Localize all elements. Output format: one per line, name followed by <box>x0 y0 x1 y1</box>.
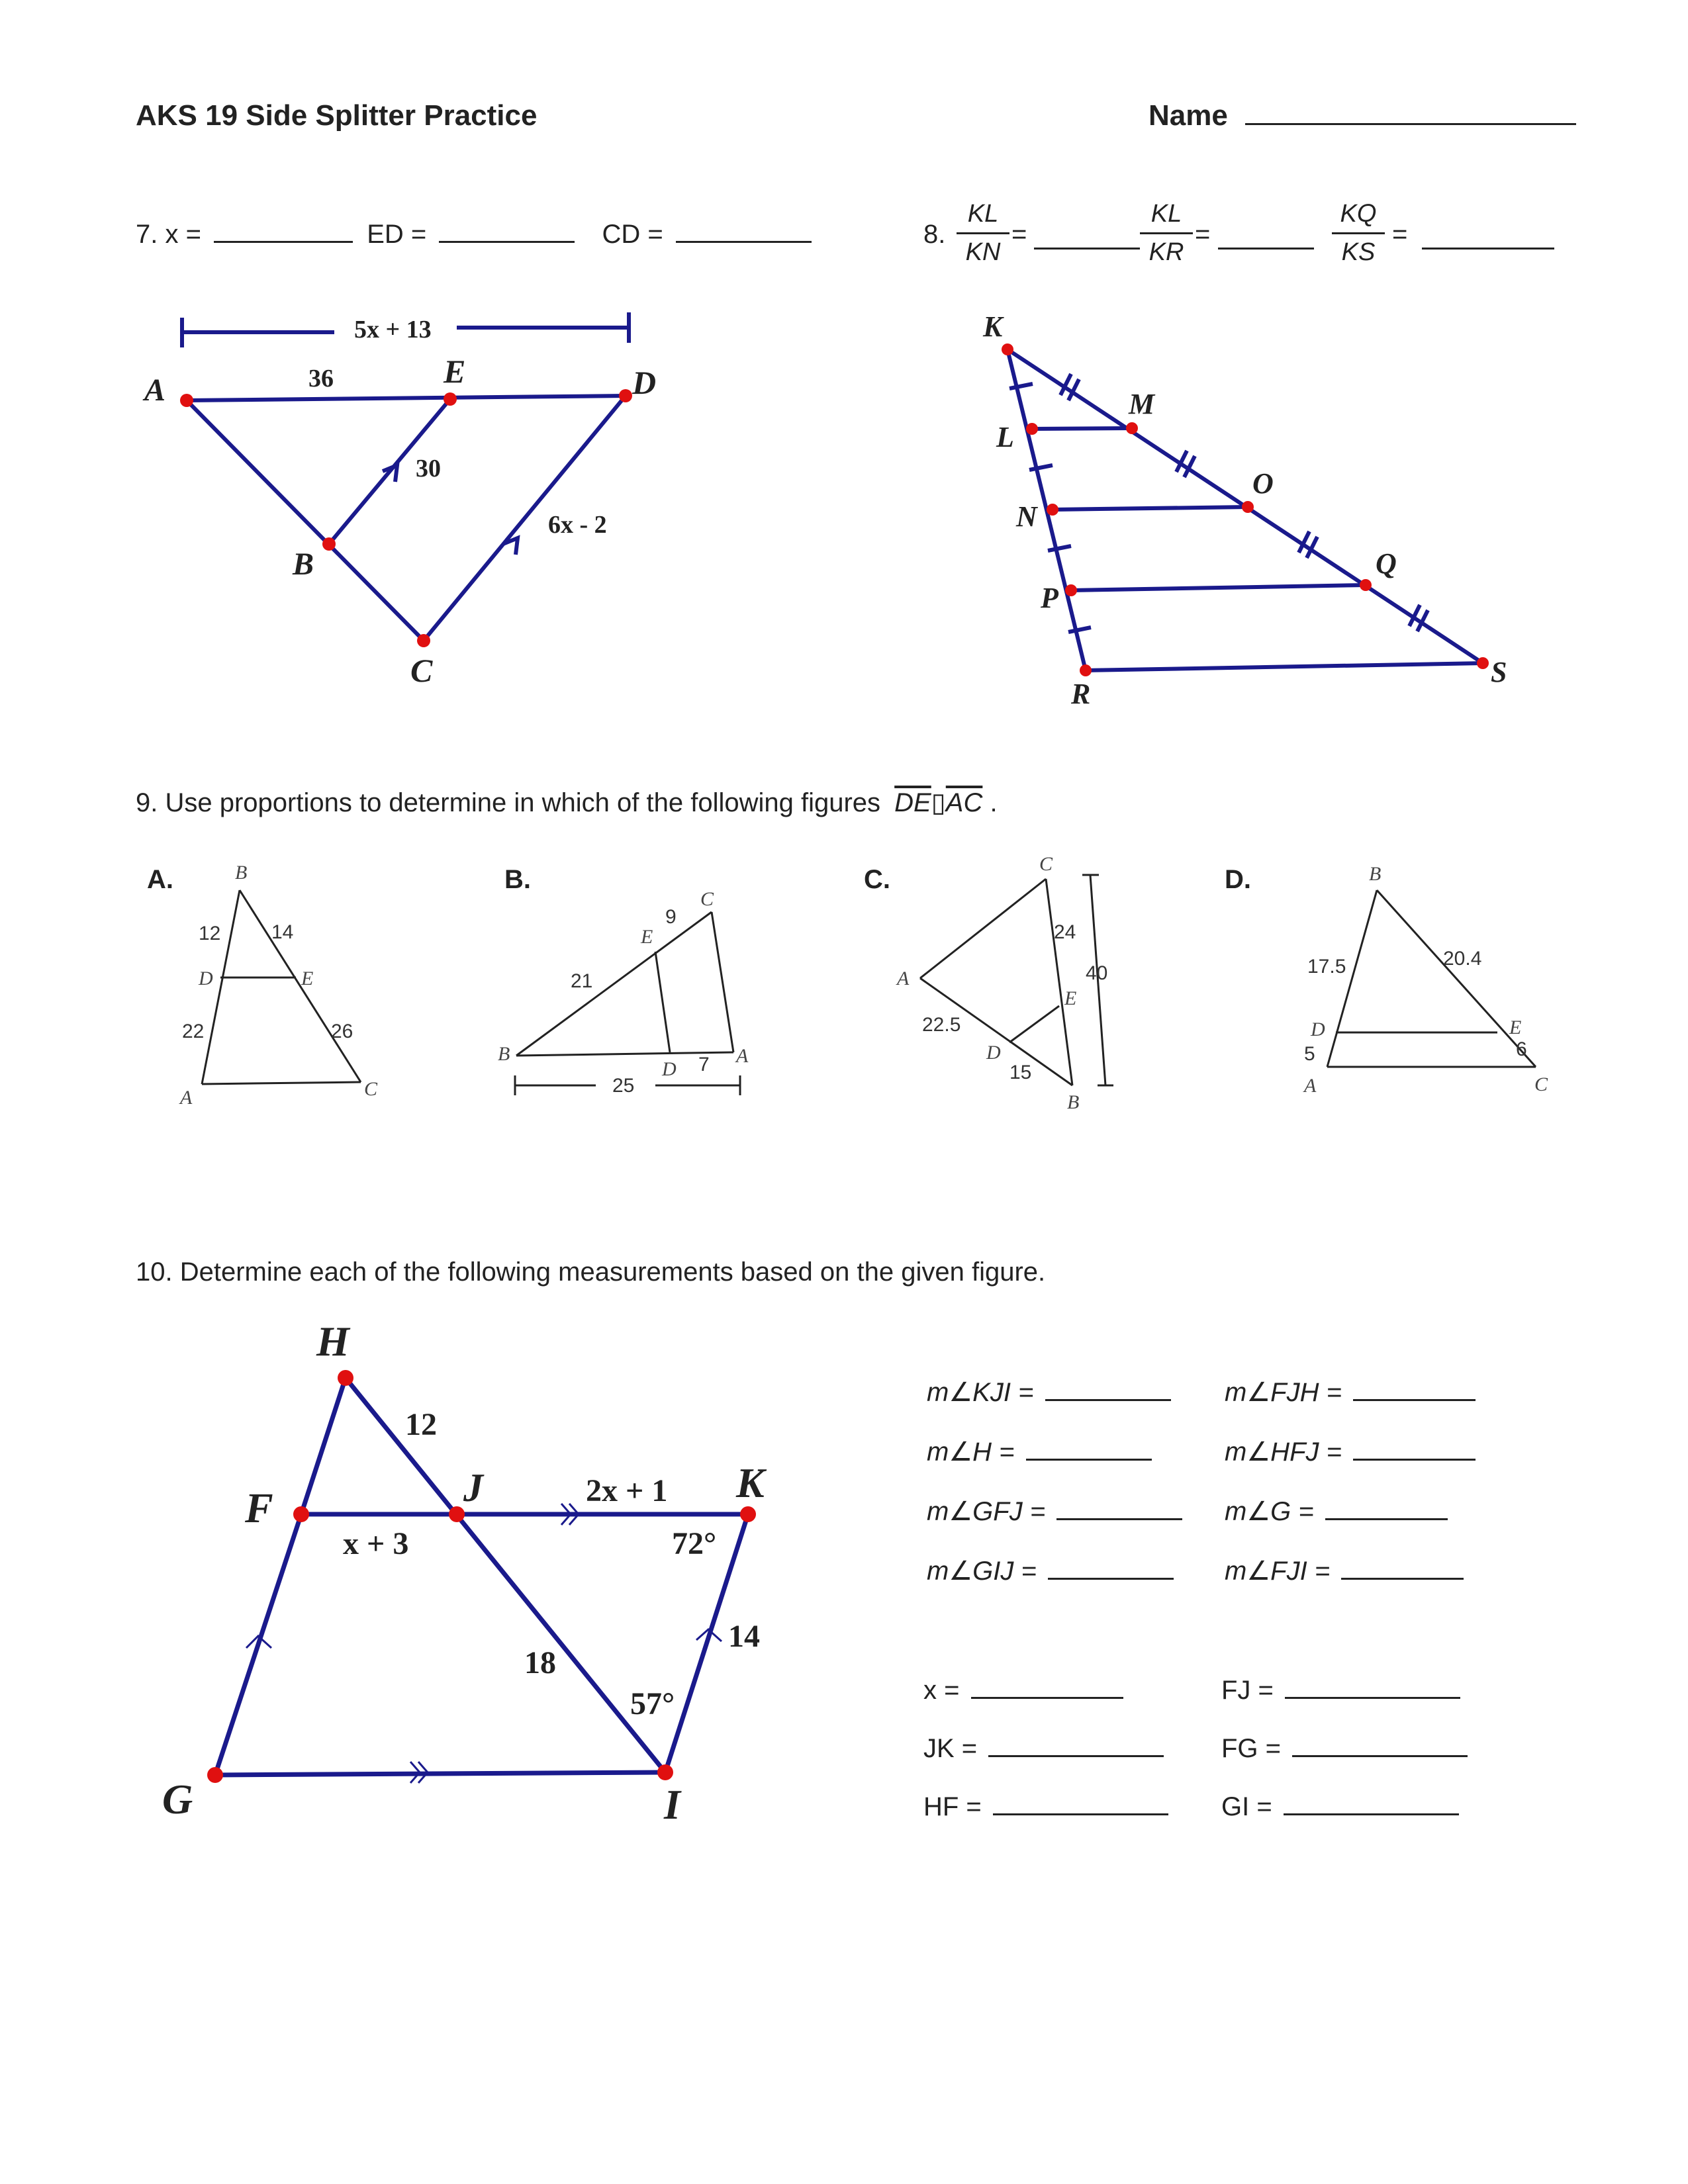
q9b-value-ec: 9 <box>665 906 677 928</box>
q8-frac-2-num: KL <box>1140 200 1193 234</box>
q9d-letter: D. <box>1225 865 1251 894</box>
q10-segment-fg <box>215 1514 301 1775</box>
q10-measure-fjh-blank[interactable] <box>1353 1377 1476 1401</box>
q10-label-k: K <box>736 1459 765 1506</box>
q10-measure-row-4-left <box>927 1555 1174 1586</box>
q7-span-label: 5x + 13 <box>354 316 432 343</box>
q10-length-gi-label: GI = <box>1221 1792 1272 1821</box>
q9c-label-b: B <box>1067 1091 1080 1113</box>
q9c-label-a: A <box>897 968 910 989</box>
q8-frac-1-num: KL <box>957 200 1009 234</box>
q9a-value-da: 22 <box>182 1021 205 1042</box>
q10-label-g: G <box>162 1776 193 1823</box>
q10-value-jk: 2x + 1 <box>586 1473 668 1508</box>
worksheet-title: AKS 19 Side Splitter Practice <box>136 99 538 132</box>
q10-segment-gi <box>215 1772 665 1775</box>
q10-length-row-1-right <box>1221 1674 1460 1706</box>
q8-frac-3-den: KS <box>1341 238 1376 266</box>
q8-frac-2-den: KR <box>1149 238 1184 266</box>
q9b-label-e: E <box>641 926 653 948</box>
q10-measure-hfj-blank[interactable] <box>1353 1436 1476 1461</box>
q8-label-n: N <box>1016 500 1037 533</box>
q9-seg-1: $\overline{DE}$ <box>894 788 931 817</box>
q9-symbol: ▯ <box>931 788 946 817</box>
q10-measure-hfj-label: m∠HFJ = <box>1225 1437 1342 1467</box>
q8-eq-1: = <box>1011 220 1027 249</box>
q10-length-hf-blank[interactable] <box>993 1791 1168 1815</box>
q10-measure-fjh-label: m∠FJH = <box>1225 1378 1342 1407</box>
q9-prompt-start: 9. Use proportions to determine in which of the following figures <box>136 788 881 817</box>
q10-length-row-2-left <box>923 1733 1164 1764</box>
q9c-value-cb: 40 <box>1086 962 1108 984</box>
q9d-value-da: 5 <box>1304 1043 1315 1065</box>
q7-label-d: D <box>632 364 657 401</box>
q7-x-label: 7. x = <box>136 220 201 249</box>
q10-value-angle-k: 72° <box>672 1526 717 1561</box>
q9d-label-d: D <box>1311 1019 1325 1040</box>
q9b-label-a: A <box>736 1045 749 1067</box>
q10-value-ki: 14 <box>728 1619 760 1654</box>
q7-label-ae: 36 <box>308 365 334 392</box>
q8-label-p: P <box>1041 582 1058 614</box>
q9b-label-c: C <box>700 888 714 910</box>
q8-eq-2: = <box>1195 220 1211 249</box>
q10-value-ji: 18 <box>524 1645 556 1680</box>
q10-label-j: J <box>463 1466 483 1510</box>
q7-label-c: C <box>410 652 433 689</box>
q8-label-m: M <box>1129 388 1155 420</box>
q9d-value-be: 20.4 <box>1443 948 1482 970</box>
q9a-label-d: D <box>199 968 213 989</box>
q10-measure-kji-blank[interactable] <box>1045 1377 1171 1401</box>
q10-length-row-3-right <box>1221 1791 1459 1822</box>
q9b-letter: B. <box>504 865 531 894</box>
q10-measure-row-4-right <box>1225 1555 1464 1586</box>
q10-measure-kji-label: m∠KJI = <box>927 1378 1034 1407</box>
q10-length-row-2-right <box>1221 1733 1468 1764</box>
q8-label-s: S <box>1491 656 1507 688</box>
q10-measure-fji-blank[interactable] <box>1341 1555 1464 1580</box>
q9c-label-c: C <box>1039 853 1053 875</box>
q9a-letter: A. <box>147 865 173 894</box>
q8-number: 8. <box>923 220 946 249</box>
q9d-value-ec: 6 <box>1516 1038 1527 1060</box>
q9b-value-da: 7 <box>698 1054 710 1075</box>
q8-label-l: L <box>996 421 1014 453</box>
q10-prompt: 10. Determine each of the following measurements based on the given figure. <box>136 1257 1046 1287</box>
q9a-label-a: A <box>180 1087 193 1109</box>
q10-segment-hf <box>301 1378 346 1514</box>
q7-label-e: E <box>444 353 466 390</box>
q8-frac-3-num: KQ <box>1332 200 1385 234</box>
q10-length-fg-label: FG = <box>1221 1734 1282 1763</box>
q8-label-r: R <box>1071 678 1091 710</box>
q9a-value-ec: 26 <box>331 1021 353 1042</box>
q10-length-x-label: x = <box>923 1676 960 1705</box>
q10-measure-row-3-left <box>927 1496 1182 1527</box>
q9c-value-ad: 22.5 <box>922 1014 961 1036</box>
q8-label-q: Q <box>1376 547 1397 580</box>
q10-length-x-blank[interactable] <box>971 1674 1123 1699</box>
q10-length-gi-blank[interactable] <box>1284 1791 1459 1815</box>
q10-label-h: H <box>316 1318 350 1365</box>
q10-measure-row-1-right <box>1225 1377 1476 1408</box>
q9a-label-e: E <box>301 968 314 989</box>
q10-measure-row-2-left <box>927 1436 1152 1467</box>
q10-length-jk-label: JK = <box>923 1734 978 1763</box>
q7-label-be: 30 <box>416 455 441 482</box>
q8-frac-1-den: KN <box>965 238 1001 266</box>
q9d-label-c: C <box>1534 1073 1548 1095</box>
q7-ed-label: ED = <box>367 220 427 249</box>
q10-point-k <box>740 1506 756 1522</box>
q7-cd-label: CD = <box>602 220 663 249</box>
q10-length-fj-blank[interactable] <box>1285 1674 1460 1699</box>
q10-measure-gfj-blank[interactable] <box>1056 1496 1182 1520</box>
q9c-label-d: D <box>986 1042 1001 1064</box>
q9a-label-c: C <box>364 1078 378 1100</box>
q7-label-cd: 6x - 2 <box>548 511 607 539</box>
q9a-value-be: 14 <box>271 921 294 943</box>
q10-point-f <box>293 1506 309 1522</box>
q7-label-b: B <box>293 547 314 582</box>
q9c-letter: C. <box>864 865 890 894</box>
q10-length-hf-label: HF = <box>923 1792 982 1821</box>
q8-eq-3: = <box>1392 220 1408 249</box>
q10-measure-row-3-right <box>1225 1496 1448 1527</box>
q9c-value-ce: 24 <box>1054 921 1076 943</box>
q10-value-fj: x + 3 <box>343 1526 409 1561</box>
q9a-label-b: B <box>235 862 248 884</box>
q10-measure-gij-label: m∠GIJ = <box>927 1557 1037 1586</box>
q10-measure-row-1-left <box>927 1377 1171 1408</box>
q10-length-row-1-left <box>923 1674 1123 1706</box>
q9d-label-b: B <box>1369 863 1382 885</box>
q10-length-jk-blank[interactable] <box>988 1733 1164 1757</box>
q9c-value-db: 15 <box>1009 1062 1032 1083</box>
q10-value-angle-i: 57° <box>630 1686 675 1721</box>
q10-measure-h-label: m∠H = <box>927 1437 1015 1467</box>
q7-label-a: A <box>144 373 166 408</box>
q10-measure-gij-blank[interactable] <box>1048 1555 1174 1580</box>
q10-label-i: I <box>664 1781 680 1828</box>
q10-measure-g-label: m∠G = <box>1225 1497 1314 1526</box>
q9b-value-ba: 25 <box>612 1075 635 1097</box>
q10-length-fg-blank[interactable] <box>1292 1733 1468 1757</box>
q10-length-row-3-left <box>923 1791 1168 1822</box>
q10-label-f: F <box>245 1484 273 1531</box>
q9b-value-be: 21 <box>571 970 593 992</box>
q10-point-g <box>207 1767 223 1783</box>
q9b-label-d: D <box>662 1058 677 1080</box>
q8-label-o: O <box>1252 467 1274 500</box>
q10-measure-g-blank[interactable] <box>1325 1496 1448 1520</box>
q9a-value-bd: 12 <box>199 923 221 944</box>
q10-value-hj: 12 <box>405 1407 437 1442</box>
q10-measure-row-2-right <box>1225 1436 1476 1467</box>
q10-measure-gfj-label: m∠GFJ = <box>927 1497 1046 1526</box>
q10-point-i <box>657 1764 673 1780</box>
q9c-label-e: E <box>1064 987 1077 1009</box>
q9d-value-bd: 17.5 <box>1307 956 1346 978</box>
q8-label-k: K <box>983 310 1003 343</box>
q9b-label-b: B <box>498 1043 510 1065</box>
q9d-label-e: E <box>1509 1017 1522 1038</box>
q10-segment-hi <box>346 1378 668 1772</box>
name-label: Name <box>1149 99 1228 132</box>
q10-measure-h-blank[interactable] <box>1026 1436 1152 1461</box>
q9-prompt-end: . <box>990 788 998 817</box>
q10-point-j <box>449 1506 465 1522</box>
q10-length-fj-label: FJ = <box>1221 1676 1274 1705</box>
q10-measure-fji-label: m∠FJI = <box>1225 1557 1331 1586</box>
q9-seg-2: $\overline{AC}$ <box>945 788 983 817</box>
q9d-label-a: A <box>1304 1075 1317 1097</box>
q10-point-h <box>338 1370 353 1386</box>
